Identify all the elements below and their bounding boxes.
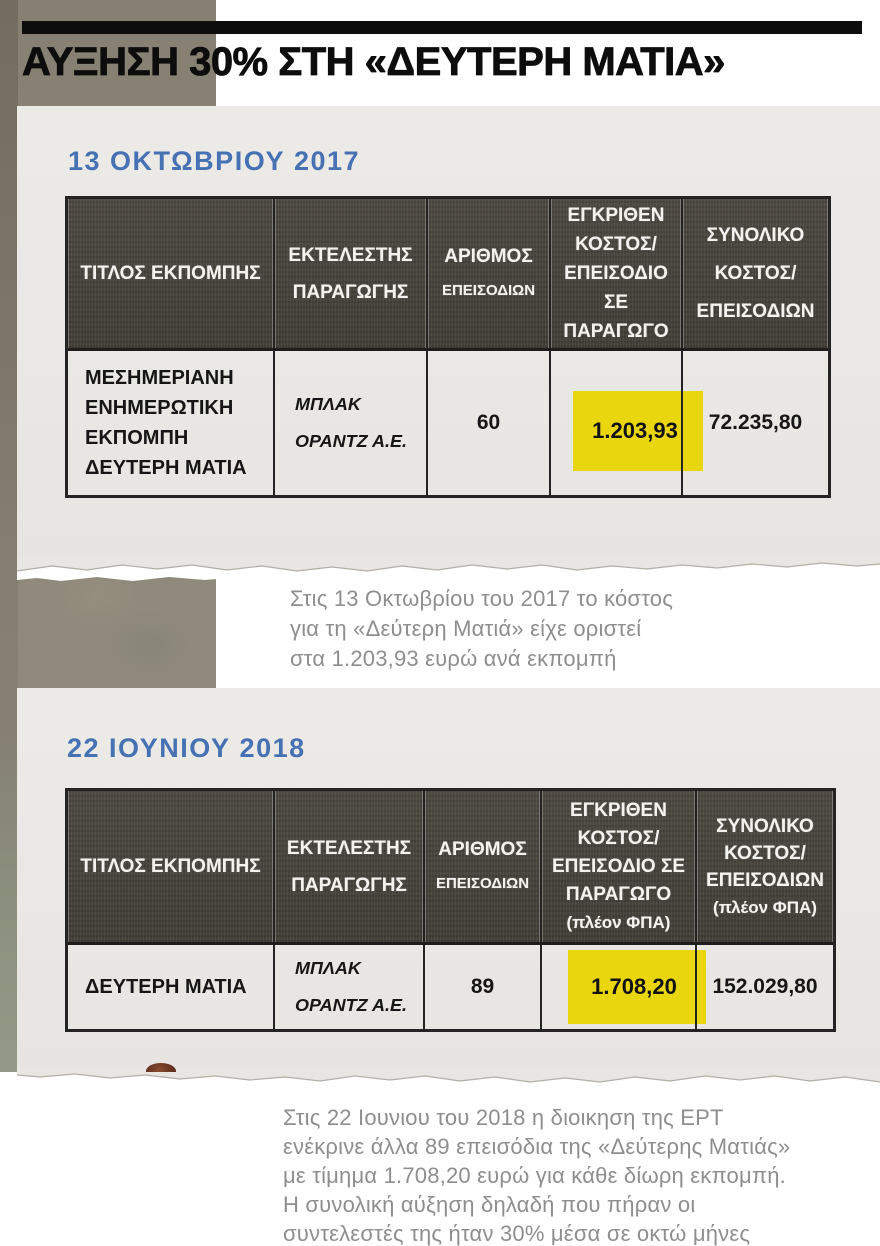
cell-show-title — [68, 351, 273, 495]
caption-line: για τη «Δεύτερη Ματιά» είχε οριστεί — [290, 616, 642, 641]
header-cell-producer — [273, 791, 423, 942]
caption-line: ενέκρινε άλλα 89 επεισόδια της «Δεύτερης Ματιάς» — [283, 1134, 791, 1159]
highlighted-cost-2017: 1.203,93 — [592, 418, 678, 443]
cell-episode-count: 60 — [426, 351, 549, 495]
page-title: ΑΥΞΗΣΗ 30% ΣΤΗ «ΔΕΥΤΕΡΗ ΜΑΤΙΑ» — [22, 40, 725, 84]
header-cell-title — [68, 199, 273, 348]
highlighted-cost-2018: 1.708,20 — [591, 974, 677, 999]
caption-line: συντελεστές της ήταν 30% μέσα σε οκτώ μήνες — [283, 1221, 751, 1246]
table-header-row — [68, 199, 828, 351]
headline-rule — [22, 21, 862, 34]
header-cell-producer — [273, 199, 426, 348]
header-line: (πλέον ΦΠΑ) — [566, 912, 671, 932]
header-line: ΕΠΕΙΣΟΔΙΩΝ — [435, 874, 530, 892]
header-line: ΑΡΙΘΜΟΣ — [438, 838, 527, 860]
header-line: ΚΟΣΤΟΣ/ — [724, 842, 806, 864]
header-line: ΕΠΕΙΣΟΔΙΟ ΣΕ — [551, 855, 686, 877]
header-line: ΕΠΕΙΣΟΔΙΩΝ — [706, 869, 824, 891]
title-line: ΔΕΥΤΕΡΗ ΜΑΤΙΑ — [85, 457, 247, 479]
header-line: ΕΓΚΡΙΘΕΝ — [567, 205, 665, 226]
caption-line: Η συνολική αύξηση δηλαδή που πήραν οι — [283, 1192, 696, 1217]
producer-line: ΟΡΑΝΤΖ Α.Ε. — [295, 431, 407, 451]
header-line: ΣΥΝΟΛΙΚΟ — [716, 815, 814, 837]
caption-line: Στις 22 Ιουνιου του 2018 η διοικηση της ΕΡΤ — [283, 1105, 724, 1130]
cell-episode-count: 89 — [423, 945, 540, 1029]
header-line: ΤΙΤΛΟΣ ΕΚΠΟΜΠΗΣ — [80, 262, 261, 284]
cost-table-2018 — [65, 788, 836, 1032]
header-line: ΕΚΤΕΛΕΣΤΗΣ — [286, 837, 412, 859]
cost-table-2017 — [65, 196, 831, 498]
producer-line: ΜΠΛΑΚ — [295, 958, 361, 978]
header-line: ΕΠΕΙΣΟΔΙΟ — [564, 263, 668, 284]
table-header-row — [68, 791, 833, 945]
header-cell-approved-cost — [549, 199, 681, 348]
header-line: ΕΠΕΙΣΟΔΙΩΝ — [441, 281, 536, 299]
caption-2017 — [290, 584, 673, 674]
header-line: ΠΑΡΑΓΩΓΗΣ — [291, 874, 407, 896]
header-line: ΕΠΕΙΣΟΔΙΩΝ — [696, 300, 815, 322]
header-cell-approved-cost — [540, 791, 695, 942]
caption-2018 — [283, 1103, 790, 1246]
cell-producer — [273, 945, 423, 1029]
date-heading-2017: 13 ΟΚΤΩΒΡΙΟΥ 2017 — [68, 146, 361, 176]
header-line: ΚΟΣΤΟΣ/ — [714, 262, 797, 284]
header-line: ΠΑΡΑΓΩΓΟ — [565, 883, 672, 905]
producer-line: ΟΡΑΝΤΖ Α.Ε. — [295, 995, 407, 1015]
header-line: ΑΡΙΘΜΟΣ — [444, 245, 533, 267]
header-cell-total-cost — [681, 199, 828, 348]
caption-line: Στις 13 Οκτωβρίου του 2017 το κόστος — [290, 586, 674, 611]
cell-producer — [273, 351, 426, 495]
header-line: ΠΑΡΑΓΩΓΟ — [563, 321, 669, 342]
header-line: ΚΟΣΤΟΣ/ — [575, 234, 657, 255]
title-line: ΜΕΣΗΜΕΡΙΑΝΗ — [85, 367, 234, 389]
table-data-row — [68, 945, 833, 1029]
header-line: ΕΚΤΕΛΕΣΤΗΣ — [288, 244, 413, 266]
title-line: ΔΕΥΤΕΡΗ ΜΑΤΙΑ — [85, 976, 247, 998]
date-heading-2018: 22 ΙΟΥΝΙΟΥ 2018 — [67, 733, 306, 763]
header-cell-total-cost — [695, 791, 833, 942]
header-line: ΠΑΡΑΓΩΓΗΣ — [292, 281, 409, 303]
header-line: ΤΙΤΛΟΣ ΕΚΠΟΜΠΗΣ — [80, 855, 261, 877]
header-cell-title — [68, 791, 273, 942]
header-line: ΣΕ — [603, 292, 629, 313]
caption-line: στα 1.203,93 ευρώ ανά εκπομπή — [290, 646, 617, 671]
header-line: (πλέον ΦΠΑ) — [713, 897, 817, 917]
title-line: ΕΝΗΜΕΡΩΤΙΚΗ — [85, 397, 234, 419]
title-line: ΕΚΠΟΜΠΗ — [85, 427, 189, 449]
cell-show-title — [68, 945, 273, 1029]
cell-total-cost: 152.029,80 — [695, 945, 833, 1029]
table-data-row — [68, 351, 828, 495]
caption-line: με τίμημα 1.708,20 ευρώ για κάθε δίωρη εκπομπή. — [283, 1163, 786, 1188]
cell-total-cost: 72.235,80 — [681, 351, 828, 495]
header-line: ΚΟΣΤΟΣ/ — [577, 827, 660, 849]
torn-edge-2017 — [17, 556, 880, 582]
header-line: ΣΥΝΟΛΙΚΟ — [706, 224, 805, 246]
header-cell-episodes — [423, 791, 540, 942]
photo-peek-dot — [146, 1063, 176, 1072]
header-cell-episodes — [426, 199, 549, 348]
producer-line: ΜΠΛΑΚ — [295, 394, 361, 414]
header-line: ΕΓΚΡΙΘΕΝ — [570, 799, 667, 821]
